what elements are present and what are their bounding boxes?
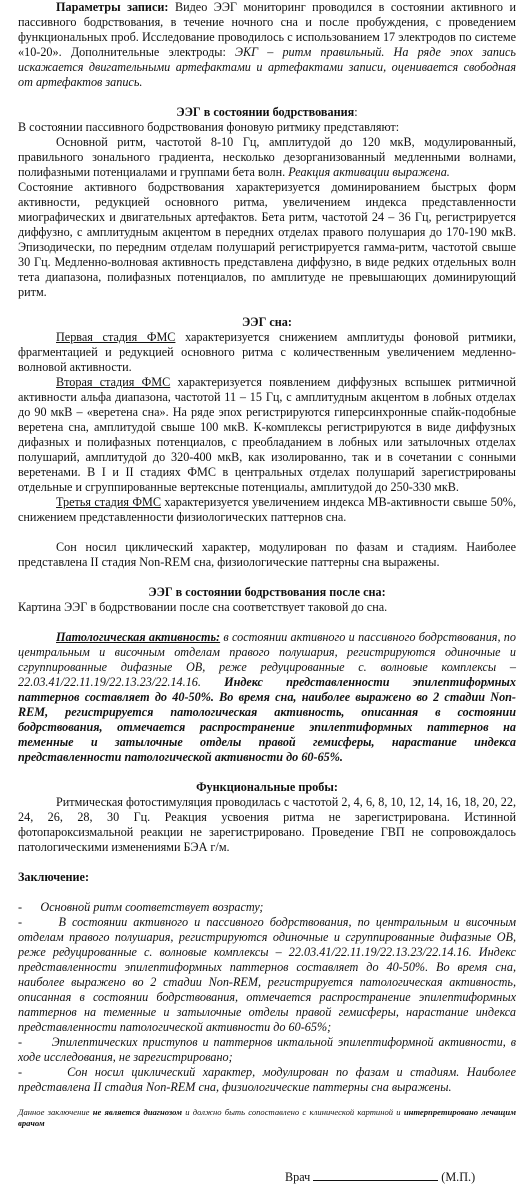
after-sleep-text: Картина ЭЭГ в бодрствовании после сна соответствует таковой до сна. — [18, 600, 388, 614]
conclusion-title: Заключение: — [18, 870, 90, 884]
sleep-summary: Сон носил циклический характер, модулирован по фазам и стадиям. Наиболее представлена II стадия Non-REM сна, физиологические паттерны сна выражены. — [18, 540, 516, 569]
eeg-report — [18, 0, 520, 1129]
conclusion-list — [18, 900, 520, 1095]
disclaimer: Данное заключение не является диагнозом и должно быть сопоставлено с клинической картиной и интерпретировано лечащим врачом — [18, 1107, 516, 1128]
awake-intro: В состоянии пассивного бодрствования фоновую ритмику представляют: — [18, 120, 400, 134]
sleep-stage2: Вторая стадия ФМС характеризуется появлением диффузных вспышек ритмичной активности альфа диапазона, частотой 11 – 15 Гц, с амплитудным акцентом в лобных отделах до 90 мкВ – «веретена сна». На ряде эпох регистрируются гиперсинхронные спайк-подобные веретена сна, амплитудой свыше 100 мкВ. К-комплексы регистрируются в виде диффузных дифазных и полифазных потенциалов, с преобладанием в лобных или затылочных отделах полушарий, амплитудой до 320-400 мкВ, как изолированно, так и в сочетании с сонными веретенами. В I и II стадиях ФМС в центральных отделах полушарий зарегистрированы отдельные и сгруппированные вертексные потенциалы, амплитудой до 250-330 мкВ. — [18, 375, 516, 494]
conclusion-item: - В состоянии активного и пассивного бодрствования, по центральным и височным отделам правого полушария, регистрируются одиночные и сгруппированные дифазные ОВ, реже редуцированные с. волновые комплексы – 22.03.41/22.11.19/22.13.23/22.14.16. Индекс представленности эпилептиформных паттернов составляет до 40-50%. Во время сна, наиболее выражено во 2 стадии Non-REM, регистрируется патологическая активность, описанная в состоянии бодрствования, отмечается распространение эпилептиформных паттернов на теменные и затылочные отделы правой гемисферы, нарастание индекса представленности патологической активности до 60-65%; — [18, 915, 520, 1034]
signature-line — [313, 1169, 438, 1181]
params-label: Параметры записи: — [56, 0, 169, 14]
awake-p2: Состояние активного бодрствования характеризуется доминированием быстрых форм активности, редукцией основного ритма, увеличением индекса представленности миографических и двигательных артефактов. Бета ритм, частотой 24 – 36 Гц, регистрируется диффузно, с амплитудным акцентом в передних отделах правого полушария до 170-190 мкВ. Эпизодически, по передним отделам полушарий регистрируется гамма-ритм, частотой свыше 30 Гц. Медленно-волновая активность представлена диффузно, в виде редких отдельных волн тета диапазона, полифазных потенциалов, по амплитуде не превышающих доминирующий ритм. — [18, 180, 516, 299]
params-text: Видео ЭЭГ мониторинг проводился в состоянии активного и пассивного бодрствования, в течение ночного сна и после пробуждения, с проведением функциональных проб. Исследование проводилось с использованием 17 электродов по системе «10-20». Дополнительные электроды: — [18, 0, 516, 59]
sleep-title: ЭЭГ сна: — [242, 315, 292, 329]
conclusion-item: - Сон носил циклический характер, модулирован по фазам и стадиям. Наиболее представлена II стадия Non-REM сна, физиологические паттерны сна выражены. — [18, 1065, 520, 1094]
doctor-signature — [285, 1169, 515, 1185]
conclusion-item: - Эпилептических приступов и паттернов иктальной эпилептиформной активности, в ходе исследования, не зарегистрировано; — [18, 1035, 520, 1064]
signature-label: Врач — [285, 1170, 311, 1184]
pathological-activity: Патологическая активность: в состоянии активного и пассивного бодрствования, по центральным и височным отделам правого полушария, регистрируются одиночные и сгруппированные дифазные ОВ, реже редуцированные с. волновые комплексы – 22.03.41/22.11.19/22.13.23/22.14.16. Индекс представленности эпилептиформных паттернов составляет до 40-50%. Во время сна, наиболее выражено во 2 стадии Non-REM, регистрируется патологическая активность, описанная в состоянии бодрствования, отмечается распространение эпилептиформных паттернов на теменные и затылочные отделы правой гемисферы, нарастание индекса представленности патологической активности до 60-65%. — [18, 630, 516, 764]
functional-tests-text: Ритмическая фотостимуляция проводилась с частотой 2, 4, 6, 8, 10, 12, 14, 16, 18, 20, 22, 24, 26, 28, 30 Гц. Реакция усвоения ритма не зарегистрирована. Истинной фотопароксизмальной реакции не зарегистрировано. Проведение ГВП не сопровождалось патологическими изменениями БЭА г/м. — [18, 795, 516, 854]
awake-title: ЭЭГ в состоянии бодрствования: — [176, 105, 358, 119]
params-italic: ЭКГ – ритм правильный. На ряде эпох запись искажается двигательными артефактами и артефактами записи, оценивается свободная от артефактов запись. — [18, 45, 516, 89]
recording-params — [18, 0, 516, 90]
after-sleep-title: ЭЭГ в состоянии бодрствования после сна: — [148, 585, 386, 599]
sleep-stage3: Третья стадия ФМС характеризуется увеличением индекса МВ-активности свыше 50%, снижением представленности физиологических паттернов сна. — [18, 495, 516, 524]
sleep-stage1: Первая стадия ФМС характеризуется снижением амплитуды фоновой ритмики, фрагментацией и редукцией основного ритма с количественным увеличением медленно-волновой активности. — [18, 330, 516, 374]
conclusion-item: - Основной ритм соответствует возрасту; — [18, 900, 264, 914]
functional-tests-title: Функциональные пробы: — [196, 780, 338, 794]
stamp-label: (М.П.) — [441, 1170, 476, 1184]
awake-p1: Основной ритм, частотой 8-10 Гц, амплитудой до 120 мкВ, модулированный, правильного зонального градиента, несколько дезорганизованный медленными волнами, полифазными потенциалами и группами бета волн. Реакция активации выражена. — [18, 135, 516, 179]
